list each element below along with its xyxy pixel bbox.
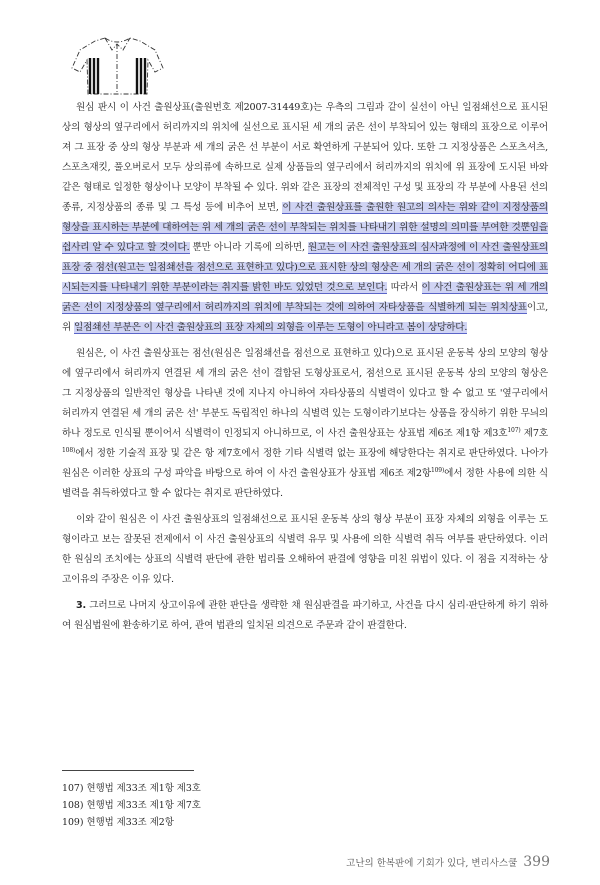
highlighted-text: 이 사건 출원상표를 출원한 원고의 의사는 위와 같이 지정상품의 형상을 표시하는 부분에 대하여는 위 세 개의 굵은 선이 부착되는 위치를 나타내기 위한 설명의 의미를 부여한 것뿐임을 쉽사리 알 수 있다고 할 것이다. xyxy=(62,202,548,253)
paragraph-1 xyxy=(62,98,548,338)
footnote-ref[interactable]: 108) xyxy=(62,446,76,454)
shirt-drawing xyxy=(70,34,165,96)
section-number: 3. xyxy=(76,600,87,611)
paragraph-4 xyxy=(62,596,548,636)
paragraph-3 xyxy=(62,510,548,590)
main-text xyxy=(62,98,548,642)
running-footer xyxy=(346,854,550,870)
running-title: 고난의 한복판에 기회가 있다, 변리사스쿨 xyxy=(346,858,518,869)
text-segment: 제7호 xyxy=(520,428,548,439)
text-segment: 이고, 위 xyxy=(62,302,548,333)
highlighted-text: 이 사건 출원상표는 위 세 개의 굵은 선이 지정상품의 옆구리에서 허리까지의 위치에 부착되는 것에 의하여 자타상품을 식별하게 되는 위치상표 xyxy=(62,282,548,313)
paragraph-2 xyxy=(62,344,548,504)
text-segment: 에서 정한 기술적 표장 및 같은 항 제7호에서 정한 기타 식별력 없는 표장에 해당한다는 취지로 판단하였다. 나아가 원심은 이러한 상표의 구성 파악을 바탕으로 하여 이 사건 출원상표가 상표법 제6조 제2항 xyxy=(62,448,548,479)
page-number: 399 xyxy=(523,854,550,870)
footnote-ref[interactable]: 109) xyxy=(430,466,445,474)
text-segment: 원심은, 이 사건 출원상표는 점선(원심은 일점쇄선을 점선으로 표현하고 있다)으로 표시된 운동복 상의 모양의 형상에 옆구리에서 허리까지 연결된 세 개의 굵은 선이 결합된 도형상표로서, 점선으로 표시된 운동복 상의 모양의 형상은 그 지정상품의 일반적인 형상을 나타낸 것에 지나지 아니하여 자타상품의 식별력이 있다고 할 수 없고 또 '옆구리에서 허리까지 연결된 세 개의 굵은 선' 부분도 독립적인 하나의 식별력 있는 도형이라기보다는 상품을 장식하기 위한 무늬의 하나 정도로 인식될 뿐이어서 식별력이 인정되지 아니하므로, 이 사건 출원상표는 상표법 제6조 제1항 제3호 xyxy=(62,348,548,439)
footnotes xyxy=(62,780,201,831)
highlighted-text: 일점쇄선 부분은 이 사건 출원상표의 표장 자체의 외형을 이루는 도형이 아니라고 봄이 상당하다. xyxy=(74,322,468,333)
text-segment: 그러므로 나머지 상고이유에 관한 판단을 생략한 채 원심판결을 파기하고, 사건을 다시 심리·판단하게 하기 위하여 원심법원에 환송하기로 하여, 관여 법관의 일치된 의견으로 주문과 같이 판결한다. xyxy=(62,600,548,631)
text-segment: 원심 판시 이 사건 출원상표(출원번호 제2007-31449호)는 우측의 그림과 같이 실선이 아닌 일점쇄선으로 표시된 상의 형상의 옆구리에서 허리까지의 위치에 실선으로 표시된 세 개의 굵은 선이 부착되어 있는 형태의 표장으로 이루어져 그 표장 중 상의 형상 부분과 세 개의 굵은 선 부분이 서로 확연하게 구분되어 있다. 또한 그 지정상품은 스포츠셔츠, 스포츠재킷, 풀오버로서 모두 상의류에 속하므로 실제 상품들의 옆구리에서 허리까지의 위치에 위 표장에 도시된 바와 같은 형태로 일정한 형상이나 모양이 부착될 수 있다. 위와 같은 표장의 전체적인 구성 및 표장의 각 부분에 사용된 선의 종류, 지정상품의 종류 및 그 특성 등에 비추어 보면, xyxy=(62,102,548,213)
text-segment: 에서 정한 사용에 의한 식별력을 취득하였다고 할 수 없다는 취지로 판단하였다. xyxy=(62,468,548,499)
footnote-item: 107) 현행법 제33조 제1항 제3호 xyxy=(62,783,201,794)
highlighted-text: 원고는 이 사건 출원상표의 심사과정에 이 사건 출원상표의 표장 중 점선(원고는 일점쇄선을 점선으로 표현하고 있다)으로 표시한 상의 형상은 세 개의 굵은 선이 정확히 어디에 표시되는지를 나타내기 위한 부분이라는 취지를 밝힌 바도 있었던 것으로 보인다. xyxy=(62,242,548,293)
text-segment: 이와 같이 원심은 이 사건 출원상표의 일점쇄선으로 표시된 운동복 상의 형상 부분이 표장 자체의 외형을 이루는 도형이라고 보는 잘못된 전제에서 이 사건 출원상표의 식별력 유무 및 사용에 의한 식별력 취득 여부를 판단하였다. 이러한 원심의 조치에는 상표의 식별력 판단에 관한 법리를 오해하여 판결에 영향을 미친 위법이 있다. 이 점을 지적하는 상고이유의 주장은 이유 있다. xyxy=(62,514,548,585)
footnote-ref[interactable]: 107) xyxy=(507,426,521,434)
trademark-figure xyxy=(70,34,165,96)
footnote-item: 108) 현행법 제33조 제1항 제7호 xyxy=(62,800,201,811)
text-segment: 따라서 xyxy=(387,282,422,293)
footnote-item: 109) 현행법 제33조 제2항 xyxy=(62,817,174,828)
text-segment: 뿐만 아니라 기록에 의하면, xyxy=(189,242,308,253)
footnote-divider xyxy=(62,770,194,771)
